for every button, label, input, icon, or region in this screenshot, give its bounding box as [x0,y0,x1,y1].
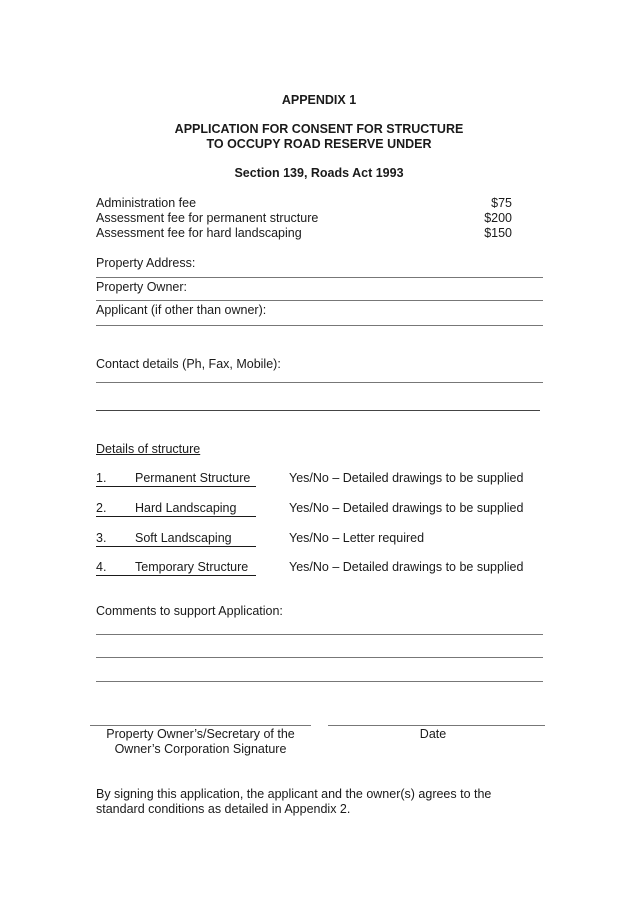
property-owner-line[interactable] [96,300,543,301]
contact-details-label: Contact details (Ph, Fax, Mobile): [96,357,281,371]
property-owner-label: Property Owner: [96,280,188,294]
footer-text-line1: By signing this application, the applicant and the owner(s) agrees to the [96,787,492,801]
appendix-heading: APPENDIX 1 [281,93,357,107]
fee-amount: $200 [484,211,512,225]
structure-row-temporary [96,560,536,576]
date-label: Date [419,727,447,741]
structure-name: Soft Landscaping [135,531,232,545]
owner-signature-line[interactable] [90,725,311,726]
date-line[interactable] [328,725,545,726]
fee-label: Assessment fee for hard landscaping [96,226,302,240]
form-title-line1: APPLICATION FOR CONSENT FOR STRUCTURE [174,122,464,136]
section-reference: Section 139, Roads Act 1993 [234,166,404,180]
fee-amount: $75 [491,196,512,210]
structure-name: Permanent Structure [135,471,251,485]
form-title-line2: TO OCCUPY ROAD RESERVE UNDER [206,137,432,151]
footer-text-line2: standard conditions as detailed in Appendix 2. [96,802,351,816]
structure-row-permanent [96,471,536,487]
structure-row-hard-landscaping [96,501,536,517]
structure-name: Hard Landscaping [135,501,237,515]
contact-details-line-2[interactable] [96,410,540,411]
fee-row-permanent-structure [96,211,512,226]
structure-requirement[interactable]: Yes/No – Detailed drawings to be supplied [289,501,524,515]
structure-heading: Details of structure [96,442,201,456]
comments-line-1[interactable] [96,634,543,635]
fee-row-administration [96,196,512,211]
contact-details-line-1[interactable] [96,382,543,383]
structure-row-soft-landscaping [96,531,536,547]
property-address-line[interactable] [96,277,543,278]
property-address-label: Property Address: [96,256,196,270]
structure-requirement[interactable]: Yes/No – Detailed drawings to be supplied [289,471,524,485]
fee-amount: $150 [484,226,512,240]
comments-label: Comments to support Application: [96,604,283,618]
structure-requirement[interactable]: Yes/No – Detailed drawings to be supplied [289,560,524,574]
owner-signature-label-line1: Property Owner’s/Secretary of the [106,727,295,741]
comments-line-3[interactable] [96,681,543,682]
fee-label: Administration fee [96,196,197,210]
structure-number: 3. [96,531,107,545]
fee-row-hard-landscaping [96,226,512,241]
comments-line-2[interactable] [96,657,543,658]
structure-number: 2. [96,501,107,515]
applicant-label: Applicant (if other than owner): [96,303,267,317]
structure-requirement[interactable]: Yes/No – Letter required [289,531,425,545]
applicant-line[interactable] [96,325,543,326]
fee-label: Assessment fee for permanent structure [96,211,319,225]
structure-number: 4. [96,560,107,574]
owner-signature-label-line2: Owner’s Corporation Signature [114,742,287,756]
structure-number: 1. [96,471,107,485]
structure-name: Temporary Structure [135,560,249,574]
